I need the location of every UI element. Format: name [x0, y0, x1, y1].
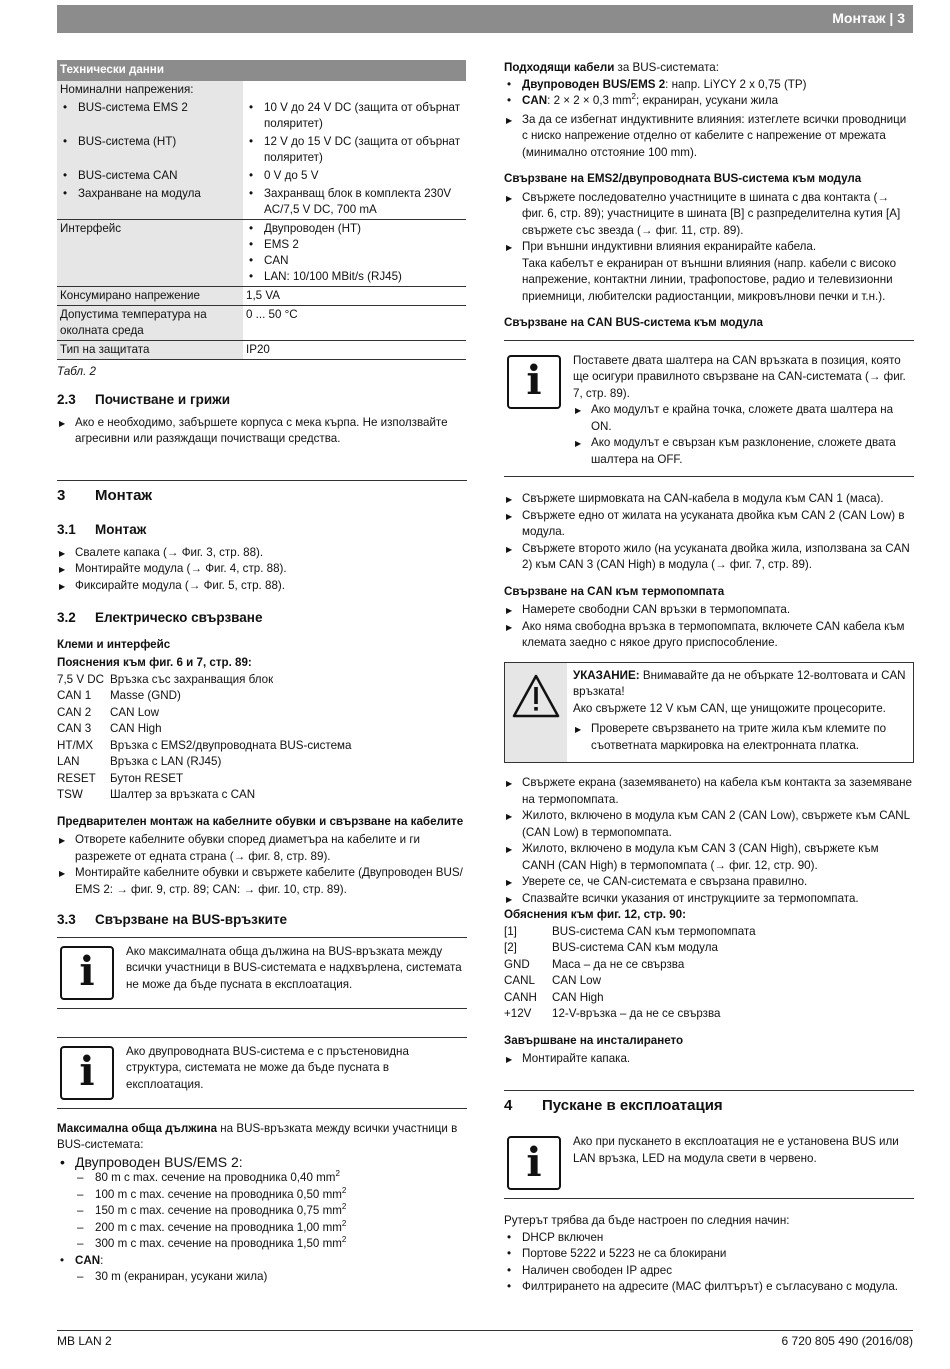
section-3-2-heading: 3.2 Електрическо свързване — [57, 610, 263, 625]
max-length-intro: Максимална обща дължина на BUS-връзката между всички участници в BUS-системата: — [57, 1121, 458, 1151]
left-column — [57, 60, 467, 1286]
terminal-desc: Връзка със захранващия блок — [110, 672, 274, 686]
info-icon: i — [507, 355, 561, 409]
bus-label: • Двупроводен BUS/EMS 2: — [57, 1154, 467, 1171]
mount-step: ▶ Свалете капака (→ Фиг. 3, стр. 88). — [57, 545, 467, 562]
terminals-subheading: Клеми и интерфейс — [57, 637, 171, 651]
heatpump-step: ▶ Жилото, включено в модула към CAN 3 (CAN High), свържете към CANH (CAN High) в термопомпата (→ фиг. 12, стр. 90). — [504, 841, 914, 874]
legend-desc: Маса – да не се свързва — [552, 957, 685, 971]
info-icon: i — [60, 1046, 114, 1100]
row-value: • 12 V до 15 V DC (защита от обърнат поляритет) — [246, 134, 463, 166]
terminal-key: LAN — [57, 755, 80, 768]
bus-item: – 150 m с max. сечение на проводника 0,75 $mm^2$ — [57, 1203, 467, 1220]
cables-intro: Подходящи кабели за BUS-системата: — [504, 61, 719, 74]
header-bar — [57, 5, 913, 33]
bus-item: – 300 m с max. сечение на проводника 1,50 $mm^2$ — [57, 1236, 467, 1253]
terminal-desc: Връзка с LAN (RJ45) — [110, 755, 222, 768]
interface-value: • EMS 2 — [246, 237, 463, 253]
page-label: Монтаж | 3 — [832, 10, 905, 26]
switch-step: ▶ Ако модулът е крайна точка, сложете двата шалтера на ON. — [573, 402, 914, 435]
footer-product: MB LAN 2 — [57, 1334, 112, 1348]
terminal-key: CAN 3 — [57, 722, 92, 735]
switch-step: ▶ Ако модулът е свързан към разклонение, сложете двата шалтера на OFF. — [573, 435, 914, 468]
warning-step: ▶ Проверете свързването на трите жила към клемите по съответната маркировка на електронната платка. — [573, 721, 907, 754]
legend-key: CANH — [504, 990, 537, 1004]
warning-box — [504, 662, 914, 764]
cleaning-step: ▶ Ако е необходимо, забършете корпуса с мека кърпа. Не използвайте агресивни или разяждащи почистващи средства. — [57, 415, 467, 448]
legend-key: +12V — [504, 1007, 532, 1020]
terminals-list — [57, 672, 467, 804]
can-item: – 30 m (екраниран, усукани жила) — [57, 1269, 467, 1286]
ems-step: ▶ При външни индуктивни влияния екранирайте кабела. — [504, 239, 914, 256]
terminal-desc: Бутон RESET — [110, 771, 184, 785]
tech-data-table — [57, 60, 466, 360]
legend-desc: CAN Low — [552, 974, 601, 987]
fig6-7-subheading: Пояснения към фиг. 6 и 7, стр. 89: — [57, 656, 252, 669]
router-item: • Наличен свободен IP адрес — [504, 1263, 914, 1280]
info-note-text: Ако при пускането в експлоатация не е установена BUS или LAN връзка, LED на модула свети в червено. — [573, 1135, 899, 1165]
nominal-label: Номинални напрежения: — [57, 81, 243, 99]
legend-key: GND — [504, 957, 530, 971]
section-3-1-heading: 3.1 Монтаж — [57, 522, 147, 537]
row-label: • BUS-система CAN — [60, 168, 240, 184]
info-note — [57, 937, 467, 1009]
info-note — [57, 1037, 467, 1109]
warning-text-line2: Ако свържете 12 V към CAN, ще унищожите процесорите. — [573, 701, 886, 715]
ems-step: ▶ Свържете последователно участниците в шината с два контакта (→ фиг. 6, стр. 89); участниците в шината [B] с разпределителна кутия [A] свържете със звезда (→ фиг. 11, стр. 89). — [504, 190, 914, 240]
info-icon: i — [60, 946, 114, 1000]
finish-step: ▶ Монтирайте капака. — [504, 1051, 914, 1068]
can-step: ▶ Свържете ширмовката на CAN-кабела в модула към CAN 1 (маса). — [504, 491, 914, 508]
bus-item: – 80 m с max. сечение на проводника 0,40 $mm^2$ — [57, 1170, 467, 1187]
row-label: • Захранване на модула — [60, 186, 240, 202]
row-value: • Захранващ блок в комплекта 230V AC/7,5 V DC, 700 mA — [246, 186, 463, 218]
router-intro: Рутерът трябва да бъде настроен по следния начин: — [504, 1214, 790, 1227]
tech-table-title: Технически данни — [57, 60, 466, 81]
bus-item: – 200 m с max. сечение на проводника 1,00 $mm^2$ — [57, 1220, 467, 1237]
legend-key: [1] — [504, 924, 517, 938]
warning-text: УКАЗАНИЕ: Внимавайте да не объркате 12-волтовата и CAN връзката! — [573, 668, 906, 698]
mount-step: ▶ Фиксирайте модула (→ Фиг. 5, стр. 88). — [57, 578, 467, 595]
row-value: • 0 V до 5 V — [246, 168, 463, 184]
power-label: Консумирано напрежение — [57, 286, 243, 305]
temp-label: Допустима температура на околната среда — [57, 305, 243, 340]
can-subheading: Свързване на CAN BUS-система към модула — [504, 316, 763, 329]
warning-triangle-icon — [505, 663, 567, 763]
legend-key: [2] — [504, 941, 517, 954]
ems-step-detail: Така кабелът е екраниран от външни влияния (напр. кабели с високо напрежение, контактни линии, трафопостове, радио и телевизионни приемници, любителски радиостанции, микровълнови печки и т.н.). — [522, 256, 897, 303]
legend-key: CANL — [504, 974, 535, 987]
terminal-key: CAN 2 — [57, 705, 92, 719]
can-step: ▶ Свържете второто жило (на усуканата двойка жила, използвана за CAN 2) към CAN 3 (CAN High) в модула (→ фиг. 7, стр. 89). — [504, 541, 914, 574]
protection-label: Тип на защитата — [57, 340, 243, 359]
heatpump-step: ▶ Свържете екрана (заземяването) на кабела към контакта за заземяване на термопомпата. — [504, 775, 914, 808]
power-value: 1,5 VA — [243, 286, 466, 305]
row-label: • BUS-система (HT) — [60, 134, 240, 150]
terminal-desc: Връзка с EMS2/двупроводната BUS-система — [110, 738, 352, 752]
terminal-desc: Masse (GND) — [110, 689, 181, 702]
can-step: ▶ Свържете едно от жилата на усуканата двойка към CAN 2 (CAN Low) в модула. — [504, 508, 914, 541]
info-icon: i — [507, 1136, 561, 1190]
terminal-key: 7,5 V DC — [57, 672, 105, 686]
terminal-desc: Шалтер за връзката с CAN — [110, 788, 256, 801]
row-label: • BUS-система EMS 2 — [60, 100, 240, 116]
terminal-key: HT/MX — [57, 738, 94, 752]
row-value: • 10 V до 24 V DC (защита от обърнат поляритет) — [246, 100, 463, 132]
legend-desc: BUS-система CAN към модула — [552, 941, 718, 954]
interface-value: • Двупроводен (HT) — [246, 221, 463, 237]
cable-step: ▶ Отворете кабелните обувки според диаметъра на кабелите и ги разрежете от едната страна (→ фиг. 8, стр. 89). — [57, 832, 467, 865]
induction-step: ▶ За да се избегнат индуктивните влияния: изтеглете всички проводници с ниско напрежение отделно от кабелите с напрежение от мрежата (минимално отстояние 100 mm). — [504, 112, 914, 162]
heatpump-subheading: Свързване на CAN към термопомпата — [504, 584, 725, 598]
info-note-text: Ако двупроводната BUS-система е с пръстеновидна структура, системата не може да бъде пусната в експлоатация. — [126, 1044, 409, 1091]
right-column — [504, 60, 914, 1296]
heatpump-step: ▶ Уверете се, че CAN-системата е свързана правилно. — [504, 874, 914, 891]
terminal-key: TSW — [57, 788, 83, 801]
interface-value: • CAN — [246, 253, 463, 269]
finish-subheading: Завършване на инсталирането — [504, 1033, 684, 1047]
cable-step: ▶ Монтирайте кабелните обувки и свържете кабелите (Двупроводен BUS/ EMS 2: → фиг. 9, стр. 89; CAN: → фиг. 10, стр. 89). — [57, 865, 467, 898]
router-item: • DHCP включен — [504, 1230, 914, 1247]
heatpump-step: ▶ Ако няма свободна връзка в термопомпата, включете CAN кабела към клемата заедно с някое друго приспособление. — [504, 619, 914, 652]
section-3-3-heading: 3.3 Свързване на BUS-връзките — [57, 912, 288, 927]
ems-subheading: Свързване на EMS2/двупроводната BUS-система към модула — [504, 172, 862, 185]
legend-desc: 12-V-връзка – да не се свързва — [552, 1007, 721, 1020]
footer-docnum: 6 720 805 490 (2016/08) — [781, 1334, 913, 1348]
temp-value: 0 ... 50 °C — [243, 305, 466, 340]
heatpump-step: ▶ Намерете свободни CAN връзки в термопомпата. — [504, 602, 914, 619]
bus-item: – 100 m с max. сечение на проводника 0,50 $mm^2$ — [57, 1187, 467, 1204]
info-note — [504, 1128, 914, 1199]
mount-step: ▶ Монтирайте модула (→ Фиг. 4, стр. 88). — [57, 561, 467, 578]
legend-desc: CAN High — [552, 990, 604, 1004]
fig12-subheading: Обяснения към фиг. 12, стр. 90: — [504, 908, 686, 921]
can-label: • CAN: — [57, 1253, 467, 1270]
cable-item: • CAN: 2 × 2 × 0,3 $mm^2$; екраниран, усукани жила — [504, 93, 914, 110]
info-note-text: Поставете двата шалтера на CAN връзката в позиция, която ще осигури правилното свързване на CAN-системата (→ фиг. 7, стр. 89). — [573, 353, 906, 400]
info-note — [504, 340, 914, 478]
section-3-heading: 3 Монтаж — [57, 480, 467, 505]
table-caption: Табл. 2 — [57, 364, 96, 378]
heatpump-step: ▶ Спазвайте всички указания от инструкциите за термопомпата. — [504, 891, 914, 908]
protection-value: IP20 — [243, 340, 466, 359]
footer — [57, 1330, 913, 1348]
interface-label: Интерфейс — [57, 219, 243, 286]
section-4-heading: 4 Пускане в експлоатация — [504, 1090, 914, 1115]
router-item: • Портове 5222 и 5223 не са блокирани — [504, 1246, 914, 1263]
legend-desc: BUS-система CAN към термопомпата — [552, 924, 756, 938]
section-2-3-heading: 2.3 Почистване и грижи — [57, 392, 230, 407]
cable-item: • Двупроводен BUS/EMS 2: напр. LiYCY 2 x 0,75 (TP) — [504, 77, 914, 94]
heatpump-step: ▶ Жилото, включено в модула към CAN 2 (CAN Low), свържете към CANL (CAN Low) в термопомпата. — [504, 808, 914, 841]
interface-value: • LAN: 10/100 MBit/s (RJ45) — [246, 269, 463, 285]
cable-prep-subheading: Предварителен монтаж на кабелните обувки и свързване на кабелите — [57, 814, 464, 828]
terminal-key: RESET — [57, 771, 96, 785]
terminal-desc: CAN Low — [110, 705, 159, 719]
fig12-legend — [504, 924, 914, 1023]
terminal-desc: CAN High — [110, 722, 162, 735]
info-note-text: Ако максималната обща дължина на BUS-връзката между всички участници в BUS-системата е надхвърлена, системата не може да бъде пусната в експлоатация. — [126, 944, 462, 991]
terminal-key: CAN 1 — [57, 689, 92, 702]
router-item: • Филтрирането на адресите (MAC филтърът) е съгласувано с модула. — [504, 1279, 914, 1296]
